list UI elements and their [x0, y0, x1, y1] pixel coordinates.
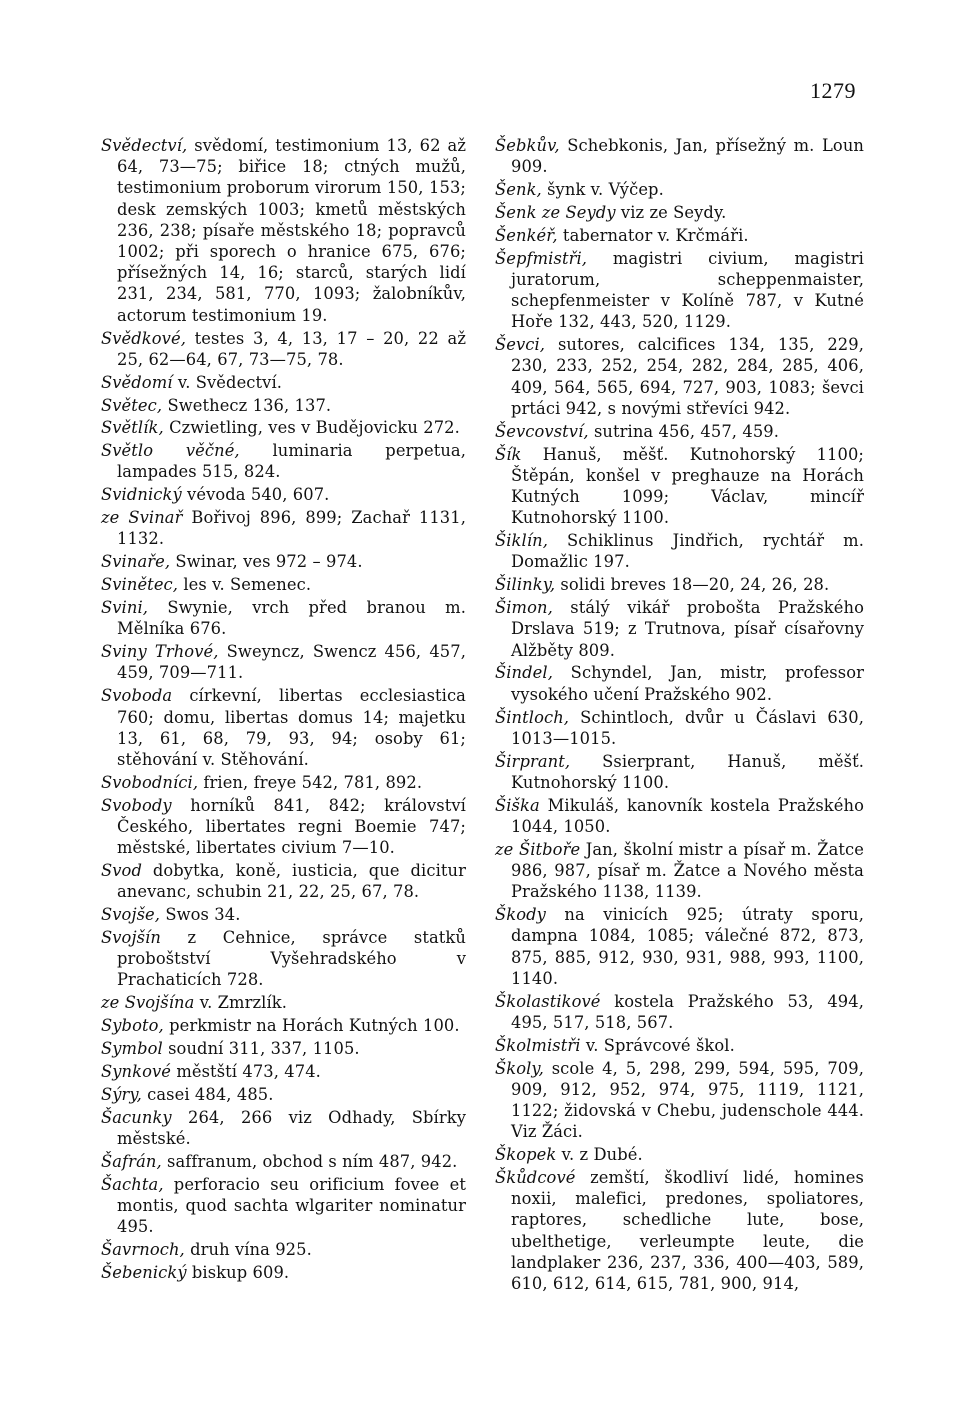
index-entry	[101, 1107, 466, 1149]
entry-text: v. Zmrzlík.	[194, 993, 288, 1013]
page-number: 1279	[810, 78, 856, 103]
index-entry	[495, 334, 864, 419]
entry-headword: Svojšín	[101, 928, 161, 947]
index-entry	[101, 992, 466, 1013]
entry-text: Swos 34.	[160, 905, 241, 925]
index-column-right	[495, 135, 864, 1296]
entry-headword: Šacunky	[101, 1107, 172, 1127]
entry-headword: Ševcovství,	[495, 421, 589, 441]
entry-text: scole 4, 5, 298, 299, 594, 595, 709, 909, 912, 952, 974, 975, 1119, 1121, 1122; židovská v Chebu, judenschole 444. Viz Žáci.	[511, 1058, 864, 1142]
entry-text: v. z Dubé.	[556, 1145, 643, 1165]
index-entry	[495, 597, 864, 661]
entry-text: solidi breves 18—20, 24, 26, 28.	[555, 575, 830, 595]
entry-headword: Světlík,	[101, 418, 164, 438]
entry-headword: Svinětec,	[101, 575, 179, 595]
index-entry	[101, 1262, 466, 1283]
entry-headword: Školastikové	[495, 991, 601, 1011]
index-entry	[101, 484, 466, 505]
entry-headword: Šebkův,	[495, 136, 560, 155]
entry-text: Schebkonis, Jan, přísežný m. Loun 909.	[511, 136, 864, 177]
entry-headword: Syboto,	[101, 1016, 164, 1036]
entry-text: zemští, škodliví lidé, homines noxii, malefici, predones, spoliatores, raptores, schedliche lute, bose, ubelthetige, verleumpte leute, die landplaker 236, 237, 336, 400—403, 589, 610, 612, 614, 615, 781, 900, 914,	[511, 1167, 864, 1293]
entry-text: Swynie, vrch před branou m. Mělníka 676.	[117, 598, 466, 639]
index-entry	[101, 574, 466, 595]
index-entry	[495, 1058, 864, 1143]
index-entry	[101, 685, 466, 770]
entry-text: Ssierprant, Hanuš, měšť. Kutnohorský 1100.	[511, 751, 864, 792]
entry-headword: Škůdcové	[495, 1167, 576, 1187]
index-entry	[101, 641, 466, 683]
entry-text: Swethecz 136, 137.	[162, 395, 332, 415]
entry-headword: Šepfmistři,	[495, 248, 588, 268]
index-entry	[495, 202, 864, 223]
entry-text: Hanuš, měšť. Kutnohorský 1100; Štěpán, konšel v preghauze na Horách Kutných 1099; Václav, mincíř Kutnohorský 1100.	[511, 444, 864, 528]
entry-text: Sweyncz, Swencz 456, 457, 459, 709—711.	[117, 642, 466, 683]
entry-text: stálý vikář probošta Pražského Drslava 519; z Trutnova, písař císařovny Alžběty 809.	[511, 598, 864, 660]
entry-headword: Šenk ze Seydy	[495, 202, 616, 222]
index-entry	[495, 1167, 864, 1294]
entry-text: městští 473, 474.	[171, 1061, 321, 1081]
entry-headword: Šiška	[495, 795, 540, 815]
index-entry	[495, 795, 864, 837]
entry-text: v. Správcové škol.	[580, 1035, 735, 1055]
entry-text: sutrina 456, 457, 459.	[588, 421, 780, 441]
index-entry	[101, 135, 466, 326]
index-entry	[101, 772, 466, 793]
entry-text: magistri civium, magistri juratorum, scheppenmaister, schepfenmeister v Kolíně 787, v Kutné Hoře 132, 443, 520, 1129.	[511, 248, 864, 332]
entry-text: Schiklinus Jindřich, rychtář m. Domažlic 197.	[511, 531, 864, 572]
index-entry	[101, 440, 466, 482]
entry-text: luminaria perpetua, lampades 515, 824.	[117, 441, 467, 482]
entry-headword: Šafrán,	[101, 1151, 162, 1171]
entry-headword: Školmistři	[495, 1035, 581, 1055]
index-entry	[495, 225, 864, 246]
entry-text: soudní 311, 337, 1105.	[162, 1039, 360, 1059]
index-entry	[101, 372, 466, 393]
entry-text: církevní, libertas ecclesiastica 760; domu, libertas domus 14; majetku 13, 61, 68, 79, 93, 94; osoby 61; stěhování v. Stěhování.	[117, 686, 466, 769]
entry-text: Schyndel, Jan, mistr, professor vysokého učení Pražského 902.	[511, 663, 864, 704]
entry-headword: Svobody	[101, 795, 172, 815]
entry-headword: Svojše,	[101, 905, 161, 925]
entry-text: saffranum, obchod s ním 487, 942.	[161, 1151, 458, 1171]
entry-headword: Šilinky,	[495, 575, 556, 595]
entry-text: sutores, calcifices 134, 135, 229, 230, 233, 252, 254, 282, 284, 285, 406, 409, 564, 565, 694, 727, 903, 1083; ševci prtáci 942, s novými střevíci 942.	[511, 335, 864, 418]
index-entry	[101, 927, 466, 991]
entry-text: Jan, školní mistr a písař m. Žatce 986, 987, písař m. Žatce a Nového města Pražského 1138, 1139.	[511, 839, 865, 902]
index-entry	[495, 530, 864, 572]
index-entry	[101, 597, 466, 639]
entry-headword: Svědomí	[101, 372, 173, 392]
index-entry	[495, 707, 864, 749]
entry-text: Bořivoj 896, 899; Zachař 1131, 1132.	[117, 508, 466, 549]
index-entry	[101, 395, 466, 416]
index-entry	[101, 1015, 466, 1036]
entry-text: Czwietling, ves v Budějovicku 272.	[163, 418, 460, 438]
entry-headword: Svědkové,	[101, 328, 186, 348]
entry-text: kostela Pražského 53, 494, 495, 517, 518, 567.	[511, 991, 864, 1032]
index-entry	[101, 1239, 466, 1260]
entry-headword: Šenkéř,	[495, 225, 558, 245]
index-entry	[101, 551, 466, 572]
entry-headword: ze Svinař	[101, 508, 183, 528]
entry-headword: Svinaře,	[101, 552, 171, 572]
entry-headword: Svoboda	[101, 686, 173, 706]
entry-headword: Šebenický	[101, 1262, 187, 1282]
index-entry	[101, 1151, 466, 1172]
entry-text: perforacio seu orificium fovee et montis, quod sachta wlgariter nominatur 495.	[117, 1174, 466, 1237]
index-entry	[495, 1035, 864, 1056]
entry-headword: Světec,	[101, 395, 163, 415]
index-entry	[495, 991, 864, 1033]
entry-headword: Šavrnoch,	[101, 1240, 185, 1260]
entry-text: svědomí, testimonium 13, 62 až 64, 73—75; biřice 18; ctných mužů, testimonium proborum virorum 150, 153; desk zemských 1003; kmetů městských 236, 238; písaře městského 18; popravců 1002; při sporech o hranice 675, 676; přísežných 14, 16; starců, starých lidí 231, 234, 581, 770, 1093; žalobníkův, actorum testimonium 19.	[117, 136, 466, 325]
entry-text: dobytka, koně, iusticia, que dicitur anevanc, schubin 21, 22, 25, 67, 78.	[117, 861, 466, 902]
entry-text: viz ze Seydy.	[615, 202, 727, 222]
index-entry	[495, 1144, 864, 1165]
entry-text: les v. Semenec.	[178, 575, 312, 595]
index-entry	[101, 795, 466, 859]
entry-headword: Širprant,	[495, 751, 571, 771]
index-entry	[101, 1084, 466, 1105]
entry-headword: Škopek	[495, 1145, 557, 1165]
entry-text: horníků 841, 842; království Českého, libertates regni Boemie 747; městské, libertates civium 7—10.	[117, 795, 466, 858]
index-column-left	[101, 135, 466, 1285]
entry-headword: Svini,	[101, 598, 149, 618]
entry-headword: Šintloch,	[495, 707, 570, 727]
entry-headword: Šachta,	[101, 1174, 164, 1194]
entry-headword: Svidnický	[101, 485, 182, 505]
index-entry	[495, 248, 864, 333]
entry-text: druh vína 925.	[184, 1240, 312, 1260]
entry-headword: Světlo věčné,	[101, 441, 240, 461]
entry-text: na vinicích 925; útraty sporu, dampna 1084, 1085; válečné 872, 873, 875, 885, 912, 930, 931, 988, 993, 1100, 1140.	[511, 905, 864, 988]
index-entry	[101, 1061, 466, 1082]
entry-text: testes 3, 4, 13, 17 – 20, 22 až 25, 62—64, 67, 73—75, 78.	[117, 328, 466, 369]
index-entry	[495, 574, 864, 595]
index-entry	[495, 421, 864, 442]
entry-text: casei 484, 485.	[141, 1084, 274, 1104]
index-entry	[101, 904, 466, 925]
index-entry	[101, 507, 466, 549]
entry-text: z Cehnice, správce statků proboštství Vyšehradského v Prachaticích 728.	[117, 928, 466, 990]
entry-text: Mikuláš, kanovník kostela Pražského 1044, 1050.	[511, 795, 864, 836]
entry-headword: Ševci,	[495, 335, 546, 355]
entry-text: tabernator v. Krčmáři.	[557, 225, 749, 245]
entry-text: Swinar, ves 972 – 974.	[170, 552, 363, 572]
index-entry	[101, 1038, 466, 1059]
entry-headword: Sýry,	[101, 1084, 142, 1104]
index-entry	[495, 444, 864, 529]
entry-text: vévoda 540, 607.	[181, 485, 330, 505]
entry-text: biskup 609.	[186, 1262, 290, 1282]
entry-headword: Šimon,	[495, 598, 553, 618]
entry-headword: Šík	[495, 444, 522, 464]
entry-headword: Šiklín,	[495, 531, 549, 551]
entry-headword: Svědectví,	[101, 136, 188, 155]
entry-headword: ze Svojšína	[101, 993, 195, 1013]
index-entry	[495, 662, 864, 704]
index-entry	[495, 904, 864, 989]
entry-headword: Svod	[101, 861, 142, 881]
index-entry	[101, 1174, 466, 1238]
entry-headword: Symbol	[101, 1039, 163, 1059]
entry-headword: Synkové	[101, 1061, 172, 1081]
entry-text: frien, freye 542, 781, 892.	[198, 772, 423, 792]
entry-headword: Školy,	[495, 1058, 544, 1078]
entry-headword: Sviny Trhové,	[101, 642, 219, 662]
index-entry	[101, 328, 466, 370]
entry-text: perkmistr na Horách Kutných 100.	[163, 1016, 460, 1036]
entry-headword: Šindel,	[495, 663, 553, 683]
entry-text: 264, 266 viz Odhady, Sbírky městské.	[117, 1107, 466, 1148]
entry-text: šynk v. Výčep.	[541, 180, 664, 200]
index-entry	[101, 860, 466, 902]
index-entry	[495, 179, 864, 200]
index-entry	[495, 751, 864, 793]
entry-text: Schintloch, dvůr u Čáslavi 630, 1013—1015.	[511, 707, 864, 748]
entry-headword: Svobodníci,	[101, 772, 199, 792]
entry-headword: ze Šitboře	[495, 839, 581, 859]
index-entry	[495, 135, 864, 177]
entry-text: v. Svědectví.	[172, 372, 283, 392]
entry-headword: Škody	[495, 905, 546, 925]
index-entry	[495, 839, 864, 903]
entry-headword: Šenk,	[495, 180, 542, 200]
index-entry	[101, 417, 466, 438]
